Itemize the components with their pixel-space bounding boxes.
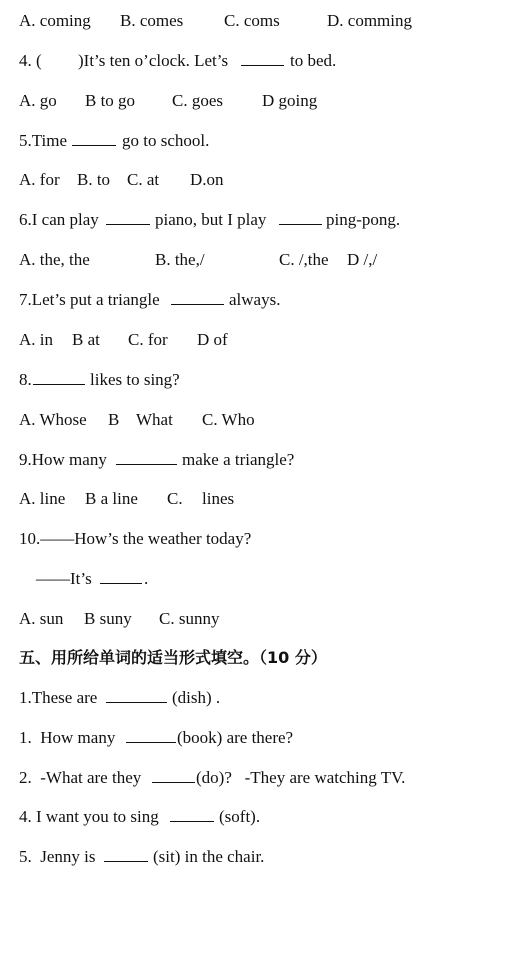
q10-option-a: A. sun	[19, 609, 64, 628]
q8-blank	[33, 368, 85, 392]
q7-options	[0, 328, 228, 352]
s5-item-4-blank	[170, 805, 214, 829]
q9-option-c-word: lines	[202, 489, 235, 508]
q6-question	[0, 208, 401, 232]
q6-option-b: B. the,/	[155, 250, 205, 269]
q6-option-d: D /,/	[347, 250, 378, 269]
q8-question	[0, 368, 180, 392]
q4-option-c: C. goes	[172, 91, 223, 110]
q4-option-a: A. go	[19, 91, 57, 110]
q4-tail: to bed.	[290, 51, 337, 70]
s5-item-2-blank	[126, 726, 176, 750]
s5-item-3-tail: (do)? -They are watching TV.	[196, 768, 406, 787]
q7-tail: always.	[229, 290, 281, 309]
q9-option-b: B a line	[85, 489, 138, 508]
section-5-title: 五、用所给单词的适当形式填空。（10 分）	[19, 648, 327, 667]
q9-blank	[116, 448, 177, 472]
q3-options	[0, 9, 412, 33]
q9-tail: make a triangle?	[182, 450, 295, 469]
q5-question	[0, 129, 210, 153]
q9-options	[0, 487, 235, 511]
q8-tail: likes to sing?	[90, 370, 180, 389]
q9-option-c-letter: C.	[167, 489, 183, 508]
q7-lead: 7.Let’s put a triangle	[19, 290, 160, 309]
q10-answer-tail: .	[144, 569, 149, 588]
q4-stem: )It’s ten o’clock. Let’s	[78, 51, 229, 70]
q5-option-b: B. to	[77, 170, 111, 189]
q6-tail: ping-pong.	[326, 210, 401, 229]
s5-item-5-blank	[104, 845, 148, 869]
q9-option-a: A. line	[19, 489, 66, 508]
q6-mid: piano, but I play	[155, 210, 267, 229]
s5-item-2	[0, 726, 294, 750]
q4-option-b: B to go	[85, 91, 136, 110]
s5-item-5-tail: (sit) in the chair.	[153, 847, 265, 866]
q10-option-c: C. sunny	[159, 609, 220, 628]
q8-lead: 8.	[19, 370, 32, 389]
q10-options	[0, 607, 220, 631]
s5-item-1-blank	[106, 686, 167, 710]
q5-option-d: D.on	[190, 170, 224, 189]
q6-option-a: A. the, the	[19, 250, 90, 269]
q3-option-a: A. coming	[19, 11, 91, 30]
section-5-heading	[0, 646, 327, 670]
q5-options	[0, 168, 224, 192]
q8-options	[0, 408, 255, 432]
q4-question	[0, 49, 337, 73]
q10-answer	[0, 567, 149, 591]
q10-question	[0, 527, 252, 551]
q4-options	[0, 89, 318, 113]
q7-question	[0, 288, 281, 312]
q6-blank-1	[106, 208, 150, 232]
s5-item-5	[0, 845, 265, 869]
q7-option-b: B at	[72, 330, 100, 349]
s5-item-2-lead: 1. How many	[19, 728, 116, 747]
s5-item-4-lead: 4. I want you to sing	[19, 807, 159, 826]
s5-item-2-tail: (book) are there?	[177, 728, 294, 747]
q8-option-b-word: What	[136, 410, 173, 429]
q7-option-c: C. for	[128, 330, 168, 349]
q9-question	[0, 448, 295, 472]
q10-answer-lead: ——It’s	[36, 569, 92, 588]
q10-option-b: B suny	[84, 609, 132, 628]
q4-option-d: D going	[262, 91, 318, 110]
q3-option-b: B. comes	[120, 11, 184, 30]
q6-option-c: C. /,the	[279, 250, 329, 269]
s5-item-1-lead: 1.These are	[19, 688, 98, 707]
q6-options	[0, 248, 378, 272]
s5-item-3-lead: 2. -What are they	[19, 768, 142, 787]
q9-lead: 9.How many	[19, 450, 107, 469]
q8-option-b-letter: B	[108, 410, 120, 429]
q3-option-d: D. comming	[327, 11, 412, 30]
q7-option-d: D of	[197, 330, 228, 349]
q5-blank	[72, 129, 116, 153]
s5-item-5-lead: 5. Jenny is	[19, 847, 96, 866]
s5-item-1	[0, 686, 221, 710]
q4-lead: 4. (	[19, 51, 42, 70]
q4-blank	[241, 49, 284, 73]
q10-blank	[100, 567, 142, 591]
s5-item-3-blank	[152, 766, 195, 790]
s5-item-4	[0, 805, 261, 829]
s5-item-1-tail: (dish) .	[172, 688, 221, 707]
q6-lead: 6.I can play	[19, 210, 99, 229]
q5-lead: 5.Time	[19, 131, 68, 150]
q5-tail: go to school.	[122, 131, 210, 150]
q7-option-a: A. in	[19, 330, 53, 349]
q5-option-a: A. for	[19, 170, 60, 189]
q8-option-c: C. Who	[202, 410, 255, 429]
q5-option-c: C. at	[127, 170, 160, 189]
s5-item-3	[0, 766, 406, 790]
q8-option-a: A. Whose	[19, 410, 87, 429]
q3-option-c: C. coms	[224, 11, 280, 30]
q7-blank	[171, 288, 224, 312]
q6-blank-2	[279, 208, 322, 232]
s5-item-4-tail: (soft).	[219, 807, 261, 826]
q10-stem: 10.——How’s the weather today?	[19, 529, 252, 548]
